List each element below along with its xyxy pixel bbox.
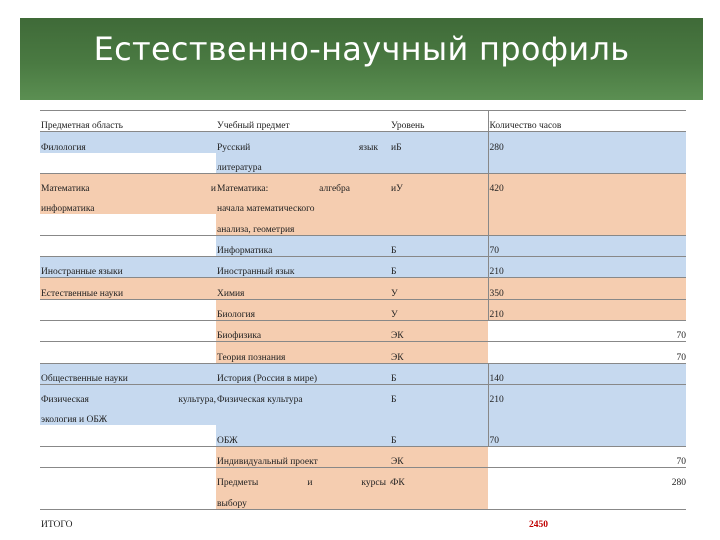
table-row bbox=[40, 425, 686, 446]
table-row bbox=[40, 320, 686, 341]
total-label: ИТОГО bbox=[40, 509, 216, 530]
page-title: Естественно-научный профиль bbox=[93, 30, 630, 68]
hours-cell: 70 bbox=[488, 320, 686, 341]
level-cell: Б bbox=[390, 235, 488, 256]
area-cell: Естественные науки bbox=[40, 278, 216, 299]
hours-cell: 280 bbox=[488, 468, 686, 489]
table-row bbox=[40, 468, 686, 489]
area-cell: экология и ОБЖ bbox=[41, 415, 108, 426]
level-cell: Б bbox=[390, 363, 488, 384]
level-cell: Б bbox=[390, 257, 488, 278]
table-row bbox=[40, 299, 686, 320]
area-cell: Общественные науки bbox=[40, 363, 216, 384]
subject-cell: Биология bbox=[216, 299, 390, 320]
table-row bbox=[40, 153, 686, 174]
table-row bbox=[40, 488, 686, 509]
hours-cell: 210 bbox=[488, 384, 686, 405]
area-cell: Филология bbox=[40, 132, 216, 153]
subject-cell: Информатика bbox=[216, 235, 390, 256]
hours-cell: 70 bbox=[488, 425, 686, 446]
table-row bbox=[40, 257, 686, 278]
subject-cell: ОБЖ bbox=[217, 435, 238, 446]
level-cell: ЭК bbox=[390, 446, 488, 467]
area-cell: Физическая культура, bbox=[40, 384, 216, 405]
level-cell: ФК bbox=[390, 468, 488, 489]
hours-cell: 70 bbox=[488, 235, 686, 256]
header-level: Уровень bbox=[390, 111, 488, 132]
hours-cell: 70 bbox=[488, 446, 686, 467]
level-cell: иБ bbox=[390, 132, 488, 153]
total-row bbox=[40, 509, 686, 530]
area-cell: Иностранные языки bbox=[40, 257, 216, 278]
level-cell: ЭК bbox=[390, 320, 488, 341]
level-cell: У bbox=[390, 278, 488, 299]
level-cell: Б bbox=[391, 435, 397, 446]
table-row bbox=[40, 363, 686, 384]
subject-cell: Иностранный язык bbox=[216, 257, 390, 278]
subject-cell: Предметы и курсы bbox=[216, 468, 390, 489]
subject-cell: История (Россия в мире) bbox=[216, 363, 390, 384]
hours-cell: 140 bbox=[488, 363, 686, 384]
subject-cell: Индивидуальный проект bbox=[216, 446, 390, 467]
hours-cell: 210 bbox=[488, 299, 686, 320]
table-row bbox=[40, 446, 686, 467]
hours-cell: 350 bbox=[488, 278, 686, 299]
level-cell: ЭК bbox=[390, 342, 488, 363]
area-cell: информатика bbox=[41, 204, 95, 215]
level-cell: Б bbox=[390, 384, 488, 405]
subject-cell: выбору bbox=[217, 498, 247, 509]
table-row bbox=[40, 194, 686, 214]
table-row bbox=[40, 405, 686, 425]
level-cell: иУ bbox=[390, 173, 488, 194]
total-hours: 2450 bbox=[390, 509, 686, 530]
subject-cell: Биофизика bbox=[216, 320, 390, 341]
hours-cell: 280 bbox=[488, 132, 686, 153]
table-header bbox=[40, 111, 686, 132]
table-row bbox=[40, 235, 686, 256]
hours-cell: 420 bbox=[488, 173, 686, 194]
subject-cell: литература bbox=[217, 162, 262, 173]
curriculum-table bbox=[40, 110, 686, 530]
subject-cell: Математика: алгебра bbox=[216, 173, 390, 194]
subject-cell: начала математического bbox=[217, 204, 315, 215]
table-row bbox=[40, 278, 686, 299]
hours-cell: 70 bbox=[488, 342, 686, 363]
area-cell: Математика и bbox=[40, 173, 216, 194]
table-row bbox=[40, 342, 686, 363]
subject-cell: Физическая культура bbox=[216, 384, 390, 405]
level-cell: У bbox=[390, 299, 488, 320]
subject-cell: Русский язык bbox=[216, 132, 390, 153]
table-row bbox=[40, 214, 686, 235]
subject-cell: анализа, геометрия bbox=[217, 224, 295, 235]
subject-cell: Теория познания bbox=[216, 342, 390, 363]
subject-cell: Химия bbox=[216, 278, 390, 299]
table-row bbox=[40, 132, 686, 153]
hours-cell: 210 bbox=[488, 257, 686, 278]
header-subject: Учебный предмет bbox=[216, 111, 390, 132]
header-hours: Количество часов bbox=[488, 111, 686, 132]
header-area: Предметная область bbox=[40, 111, 216, 132]
table-row bbox=[40, 384, 686, 405]
table-row bbox=[40, 173, 686, 194]
